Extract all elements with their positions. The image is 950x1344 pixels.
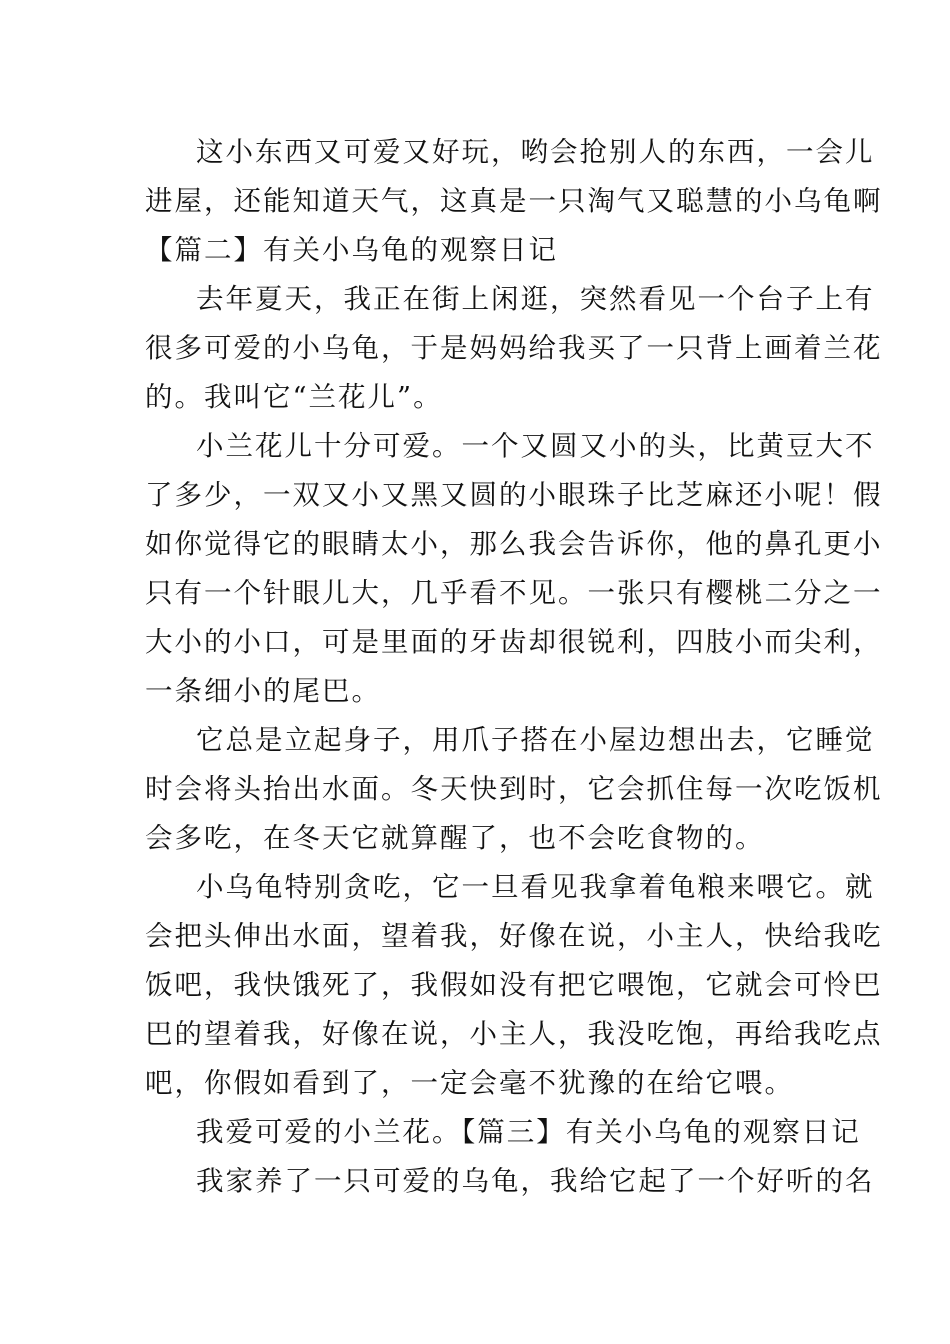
text-line: 饭吧，我快饿死了，我假如没有把它喂饱，它就会可怜巴 bbox=[145, 969, 883, 1001]
text-line: 这小东西又可爱又好玩，哟会抢别人的东西，一会儿 bbox=[196, 136, 875, 168]
text-line: 的。我叫它“兰花儿”。 bbox=[145, 381, 443, 413]
section-heading: 【篇二】有关小乌龟的观察日记 bbox=[145, 234, 558, 266]
section-heading: 我爱可爱的小兰花。【篇三】有关小乌龟的观察日记 bbox=[196, 1116, 861, 1148]
text-line: 一条细小的尾巴。 bbox=[145, 675, 381, 707]
text-line: 进屋，还能知道天气，这真是一只淘气又聪慧的小乌龟啊 bbox=[145, 185, 883, 217]
text-line: 小兰花儿十分可爱。一个又圆又小的头，比黄豆大不 bbox=[196, 430, 875, 462]
text-line: 如你觉得它的眼睛太小，那么我会告诉你，他的鼻孔更小 bbox=[145, 528, 883, 560]
text-line: 大小的小口，可是里面的牙齿却很锐利，四肢小而尖利， bbox=[145, 626, 883, 658]
text-line: 去年夏天，我正在街上闲逛，突然看见一个台子上有 bbox=[196, 283, 875, 315]
text-line: 会把头伸出水面，望着我，好像在说，小主人，快给我吃 bbox=[145, 920, 883, 952]
text-line: 小乌龟特别贪吃，它一旦看见我拿着龟粮来喂它。就 bbox=[196, 871, 875, 903]
text-line: 会多吃，在冬天它就算醒了，也不会吃食物的。 bbox=[145, 822, 765, 854]
text-line: 时会将头抬出水面。冬天快到时，它会抓住每一次吃饭机 bbox=[145, 773, 883, 805]
text-line: 我家养了一只可爱的乌龟，我给它起了一个好听的名 bbox=[196, 1165, 875, 1197]
text-line: 了多少，一双又小又黑又圆的小眼珠子比芝麻还小呢！假 bbox=[145, 479, 883, 511]
text-line: 很多可爱的小乌龟，于是妈妈给我买了一只背上画着兰花 bbox=[145, 332, 883, 364]
text-line: 吧，你假如看到了，一定会毫不犹豫的在给它喂。 bbox=[145, 1067, 794, 1099]
text-line: 巴的望着我，好像在说，小主人，我没吃饱，再给我吃点 bbox=[145, 1018, 883, 1050]
text-line: 只有一个针眼儿大，几乎看不见。一张只有樱桃二分之一 bbox=[145, 577, 883, 609]
text-line: 它总是立起身子，用爪子搭在小屋边想出去，它睡觉 bbox=[196, 724, 875, 756]
